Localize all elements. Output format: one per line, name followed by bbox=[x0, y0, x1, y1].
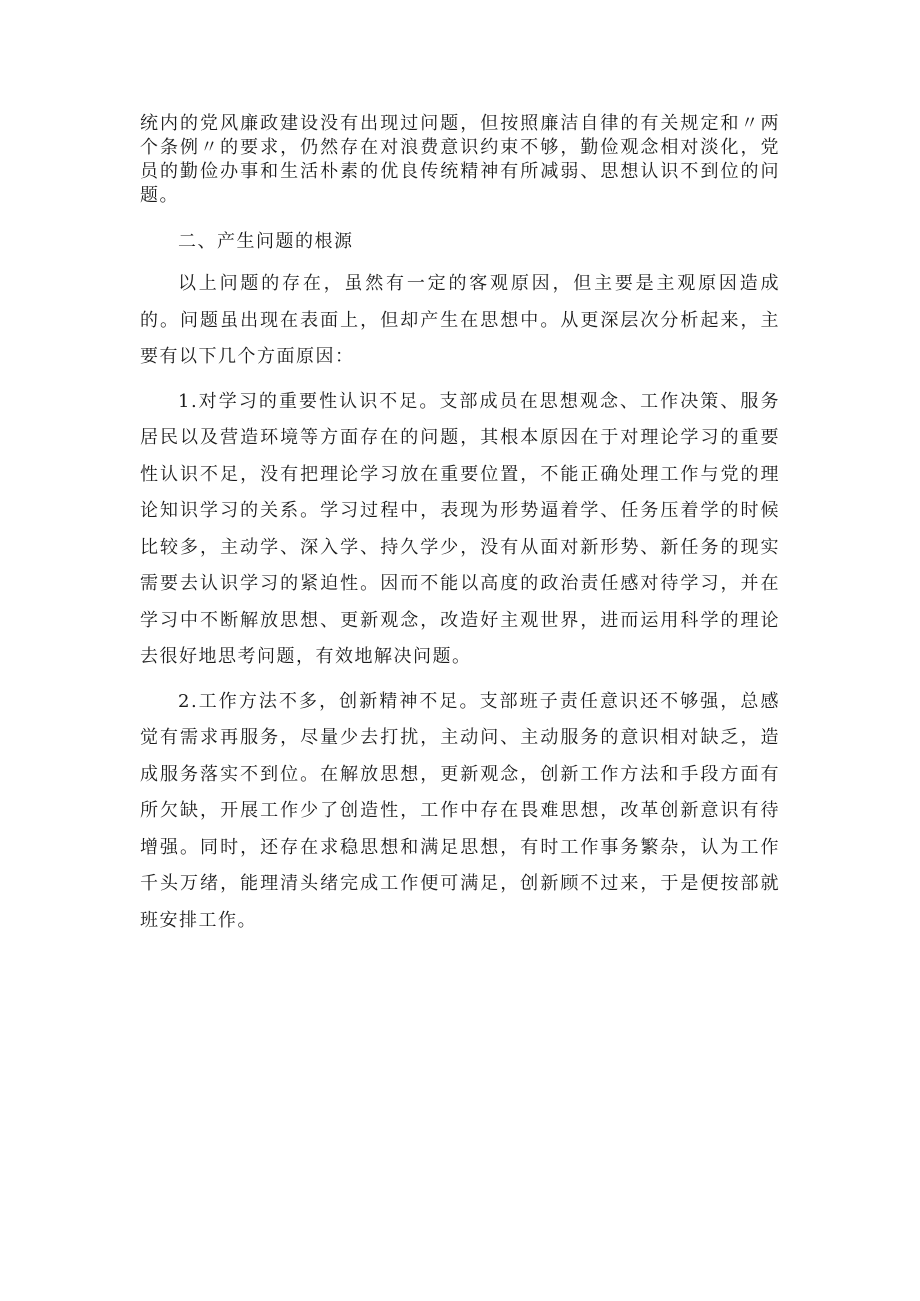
intro-paragraph: 以上问题的存在，虽然有一定的客观原因，但主要是主观原因造成的。问题虽出现在表面上，但却产生在思想中。从更深层次分析起来，主要有以下几个方面原因： bbox=[140, 273, 780, 367]
document-page bbox=[140, 112, 780, 939]
continuation-paragraph: 统内的党风廉政建设没有出现过问题，但按照廉洁自律的有关规定和〃两个条例〃的要求，仍然存在对浪费意识约束不够，勤俭观念相对淡化，党员的勤俭办事和生活朴素的优良传统精神有所减弱、思想认识不到位的问题。 bbox=[140, 113, 780, 206]
point-2-paragraph: 2.工作方法不多，创新精神不足。支部班子责任意识还不够强，总感觉有需求再服务，尽量少去打扰，主动问、主动服务的意识相对缺乏，造成服务落实不到位。在解放思想，更新观念，创新工作方法和手段方面有所欠缺，开展工作少了创造性，工作中存在畏难思想，改革创新意识有待增强。同时，还存在求稳思想和满足思想，有时工作事务繁杂，认为工作千头万绪，能理清头绪完成工作便可满足，创新顾不过来，于是便按部就班安排工作。 bbox=[140, 690, 780, 931]
section-heading: 二、产生问题的根源 bbox=[178, 231, 354, 252]
point-1-paragraph: 1.对学习的重要性认识不足。支部成员在思想观念、工作决策、服务居民以及营造环境等方面存在的问题，其根本原因在于对理论学习的重要性认识不足，没有把理论学习放在重要位置，不能正确处理工作与党的理论知识学习的关系。学习过程中，表现为形势逼着学、任务压着学的时候比较多，主动学、深入学、持久学少，没有从面对新形势、新任务的现实需要去认识学习的紧迫性。因而不能以高度的政治责任感对待学习，并在学习中不断解放思想、更新观念，改造好主观世界，进而运用科学的理论去很好地思考问题，有效地解决问题。 bbox=[140, 390, 780, 667]
